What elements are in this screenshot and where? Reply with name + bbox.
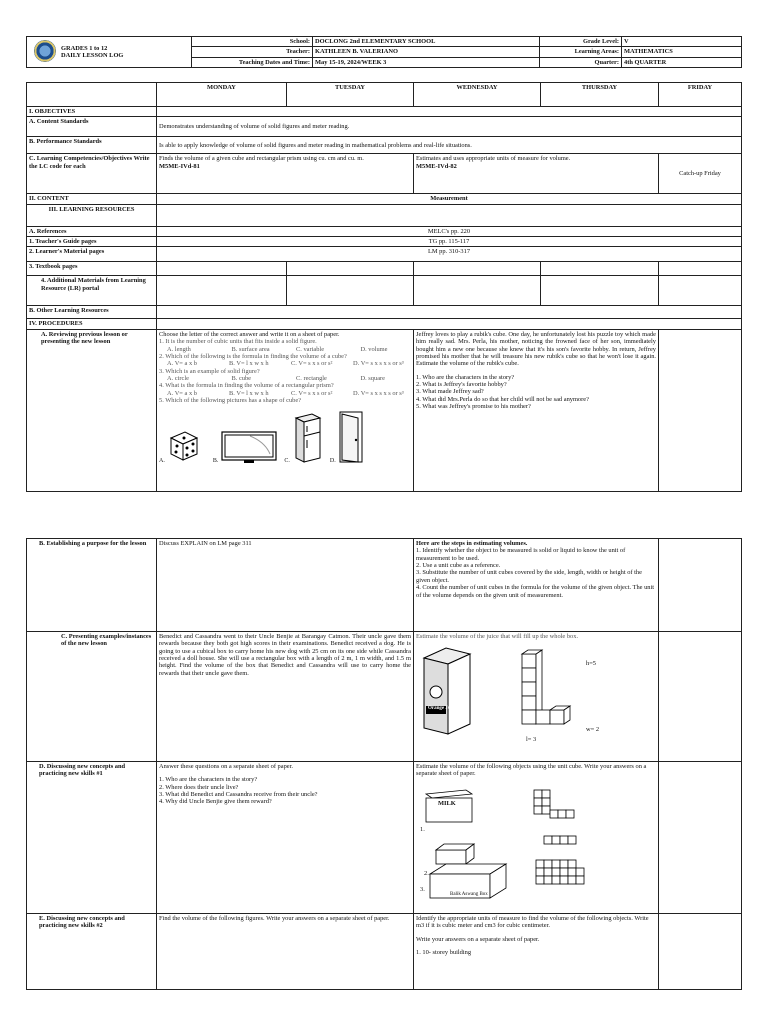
quarter-label: Quarter: — [540, 57, 622, 67]
picture-c — [284, 412, 324, 464]
purpose-mon: Discuss EXPLAIN on LM page 311 — [157, 539, 414, 632]
object-num-3: 3. — [420, 886, 425, 893]
disc2-wed — [414, 914, 659, 990]
picture-a-label: A. — [159, 457, 165, 464]
juice-figure — [416, 644, 656, 744]
juice-label: Orange Juice — [428, 706, 457, 712]
resources-label: III. LEARNING RESOURCES — [27, 204, 157, 226]
review-label: A. Reviewing previous lesson or presenting the new lesson — [27, 329, 157, 491]
day-wednesday: WEDNESDAY — [414, 83, 541, 107]
disc1-wed-text: Estimate the volume of the following objects using the unit cube. Write your answers on a separate sheet of paper. — [416, 763, 647, 778]
content-value: Measurement — [157, 194, 742, 204]
presenting-wed-text: Estimate the volume of the juice that will fill up the whole box. — [416, 633, 579, 640]
estimate-objects-icon — [416, 780, 616, 900]
step-3: 3. Substitute the number of unit cubes covered by the side, length, width or height of the given object. — [416, 569, 642, 584]
purpose-label: B. Establishing a purpose for the lesson — [27, 539, 157, 632]
disc1-wed — [414, 762, 659, 914]
review-q3-options — [159, 375, 411, 382]
textbook-mon — [157, 262, 287, 276]
story-q2: 2. What is Jeffrey's favorite hobby? — [416, 380, 507, 388]
objectives-label: I. OBJECTIVES — [27, 107, 157, 117]
comp-wed-code: M5ME-IVd-82 — [416, 162, 457, 170]
textbook-fri — [659, 262, 742, 276]
presenting-wed — [414, 632, 659, 762]
disc2-wed-text: Identify the appropriate units of measure to find the volume of the following objects. Write m3 if it is cubic meter and cm3 for cubic centimeter. — [416, 915, 649, 930]
disc1-mon — [157, 762, 414, 914]
tg-value: TG pp. 115-117 — [157, 237, 742, 247]
other-label: B. Other Learning Resources — [27, 306, 157, 319]
competencies-wed — [414, 154, 659, 194]
q4-opt-b: B. V= l x w x h — [229, 389, 269, 397]
content-standards-label: A. Content Standards — [27, 117, 157, 137]
textbook-label: 3. Textbook pages — [27, 262, 157, 276]
box-label: Balik Aswang Box — [450, 892, 488, 897]
blank-cell — [27, 83, 157, 107]
q2-opt-c: C. V= s x s or s² — [291, 360, 333, 368]
step-1: 1. Identify whether the object to be measured is solid or liquid to know the unit of measurement to be used. — [416, 547, 626, 562]
q4-opt-a: A. V= a x b — [167, 389, 197, 397]
q1-opt-d: D. volume — [360, 345, 388, 353]
disc1-fri — [659, 762, 742, 914]
picture-b-label: B. — [212, 457, 219, 464]
lm-value: LM pp. 310-317 — [157, 247, 742, 262]
school-label: School: — [192, 37, 313, 47]
comp-mon-code: M5ME-IVd-81 — [159, 162, 200, 170]
resources-cell — [157, 204, 742, 226]
disc2-wed-text3: 1. 10- storey building — [416, 949, 472, 957]
title-line2: DAILY LESSON LOG — [61, 52, 124, 60]
lm-label: 2. Learner's Material pages — [27, 247, 157, 262]
story-q1: 1. Who are the characters in the story? — [416, 373, 515, 381]
picture-a — [159, 424, 207, 464]
step-2: 2. Use a unit cube as a reference. — [416, 562, 501, 570]
object-num-1: 1. — [420, 826, 425, 833]
disc2-wed-text2: Write your answers on a separate sheet of paper. — [416, 935, 540, 943]
door-icon — [338, 410, 366, 464]
disc1-intro: Answer these questions on a separate sheet of paper. — [159, 763, 293, 770]
procedures-label: IV. PROCEDURES — [27, 319, 157, 329]
additional-label: 4. Additional Materials from Learning Resource (LR) portal — [27, 276, 157, 306]
teacher-value: KATHLEEN B. VALERIANO — [313, 47, 540, 57]
references-value: MELC's pp. 220 — [157, 226, 742, 236]
review-wed — [414, 329, 659, 491]
catchup-friday: Catch-up Friday — [659, 154, 742, 194]
additional-wed — [414, 276, 541, 306]
review-q2: 2. Which of the following is the formula in finding the volume of a cube? — [159, 352, 347, 360]
references-label: A. References — [27, 226, 157, 236]
review-q4: 4. What is the formula in finding the volume of a rectangular prism? — [159, 382, 334, 390]
disc1-label: D. Discussing new concepts and practicing new skills #1 — [27, 762, 157, 914]
disc2-mon: Find the volume of the following figures. Write your answers on a separate sheet of paper. — [157, 914, 414, 990]
textbook-wed — [414, 262, 541, 276]
additional-thu — [541, 276, 659, 306]
content-label: II. CONTENT — [27, 194, 157, 204]
day-monday: MONDAY — [157, 83, 287, 107]
q4-opt-c: C. V= s x s or s² — [291, 389, 333, 397]
story-q4: 4. What did Mrs.Perla do so that her child will not be sad anymore? — [416, 395, 589, 403]
comp-mon-text: Finds the volume of a given cube and rectangular prism using cu. cm and cu. m. — [159, 155, 364, 163]
tg-label: 1. Teacher's Guide pages — [27, 237, 157, 247]
review-intro: Choose the letter of the correct answer and write it on a sheet of paper. — [159, 330, 340, 338]
picture-c-label: C. — [284, 457, 290, 464]
cube-pictures — [159, 408, 411, 464]
school-value: DOCLONG 2nd ELEMENTARY SCHOOL — [313, 37, 540, 47]
presenting-label: C. Presenting examples/instances of the new lesson — [27, 632, 157, 762]
picture-d — [330, 410, 366, 464]
day-thursday: THURSDAY — [541, 83, 659, 107]
performance-standards: Is able to apply knowledge of volume of solid figures and meter reading in mathematical problems and real-life situations. — [157, 137, 742, 154]
additional-mon — [157, 276, 287, 306]
review-fri — [659, 329, 742, 491]
dice-icon — [167, 424, 207, 464]
textbook-tue — [287, 262, 414, 276]
q3-opt-c: C. rectangle — [296, 374, 327, 382]
story-q3: 3. What made Jeffrey sad? — [416, 388, 484, 396]
day-friday: FRIDAY — [659, 83, 742, 107]
performance-label: B. Performance Standards — [27, 137, 157, 154]
q2-opt-a: A. V= a x b — [167, 360, 197, 368]
milk-label: MILK — [438, 800, 456, 807]
object-num-2: 2. — [424, 870, 429, 877]
disc1-q3: 3. What did Benedict and Cassandra receive from their uncle? — [159, 791, 318, 799]
review-q5: 5. Which of the following pictures has a shape of cube? — [159, 397, 302, 405]
title-line1: GRADES 1 to 12 — [61, 44, 108, 52]
review-q3: 3. Which is an example of solid figure? — [159, 367, 260, 375]
picture-d-label: D. — [329, 457, 336, 464]
disc2-label: E. Discussing new concepts and practicing new skills #2 — [27, 914, 157, 990]
q2-opt-d: D. V= s x s x s or s³ — [353, 360, 404, 368]
disc1-q2: 2. Where does their uncle live? — [159, 783, 239, 791]
q1-opt-a: A. length — [167, 345, 191, 353]
area-value: MATHEMATICS — [622, 47, 742, 57]
disc1-q1: 1. Who are the characters in the story? — [159, 776, 258, 784]
review-q1: 1. It is the number of cubic units that fits inside a solid figure. — [159, 338, 317, 346]
juice-box-icon — [416, 644, 496, 736]
step-4: 4. Count the number of unit cubes in the formula for the volume of the given object. The unit of the volume depends on the given unit of measurement. — [416, 584, 655, 599]
q4-opt-d: D. V= s x s x s or s³ — [353, 389, 404, 397]
review-q4-options — [159, 390, 411, 397]
q2-opt-b: B. V= l x w x h — [229, 360, 269, 368]
objectives-cell — [157, 107, 742, 117]
review-mon — [157, 329, 414, 491]
teacher-label: Teacher: — [192, 47, 313, 57]
disc1-q4: 4. Why did Uncle Benjie give them reward? — [159, 798, 272, 806]
dates-value: May 15-19, 2024/WEEK 3 — [313, 57, 540, 67]
additional-fri — [659, 276, 742, 306]
dates-label: Teaching Dates and Time: — [192, 57, 313, 67]
other-cell — [157, 306, 742, 319]
comp-wed-text: Estimates and uses appropriate units of measure for volume. — [416, 155, 571, 163]
story-q5: 5. What was Jeffrey's promise to his mother? — [416, 403, 531, 411]
competencies-mon — [157, 154, 414, 194]
height-label: h=5 — [586, 660, 596, 668]
area-label: Learning Areas: — [540, 47, 622, 57]
refrigerator-icon — [292, 412, 324, 464]
picture-b — [213, 430, 279, 464]
width-label: w= 2 — [586, 726, 600, 734]
q3-opt-a: A. circle — [167, 374, 189, 382]
rubik-story: Jeffrey loves to play a rubik's cube. One day, he unfortunately lost his puzzle toy which made him really sad. Mrs. Perla, his mother, noticing the frowned face of her son, immediately bought him a new one because she knew that it's his son's favorite hobby. In return, Jeffrey promised his mother that he will treasure his new rubik's cube so that he won't lose it again. Estimate the volume of the rubik's cube. — [416, 330, 656, 368]
purpose-wed — [414, 539, 659, 632]
day-tuesday: TUESDAY — [287, 83, 414, 107]
procedures-table — [26, 538, 742, 990]
additional-tue — [287, 276, 414, 306]
grade-value: V — [622, 37, 742, 47]
q3-opt-d: D. square — [360, 374, 385, 382]
header-title — [27, 37, 192, 68]
quarter-value: 4th QUARTER — [622, 57, 742, 67]
purpose-fri — [659, 539, 742, 632]
tv-icon — [220, 430, 278, 464]
header-table — [26, 36, 742, 68]
procedures-cell — [157, 319, 742, 329]
textbook-thu — [541, 262, 659, 276]
length-label: l= 3 — [526, 736, 537, 744]
q1-opt-c: C. variable — [296, 345, 325, 353]
presenting-mon: Benedict and Cassandra went to their Uncle Benjie at Barangay Catmon. Their uncle gave them rewards because they both got high scores in their examinations. Benedict received a dog. He is going to use a cubical box to carry home his new dog with 25 cm on its one side while Cassandra received a doll house. She will use a rectangular box with a length of 2 m, 1 m width, and 1.5 m height. Find the volume of the box that Benedict and Cassandra will use to carry home the rewards that their uncle gave them. — [157, 632, 414, 762]
disc2-fri — [659, 914, 742, 990]
q1-opt-b: B. surface area — [231, 345, 270, 353]
grade-label: Grade Level: — [540, 37, 622, 47]
presenting-fri — [659, 632, 742, 762]
steps-title: Here are the steps in estimating volumes. — [416, 540, 528, 547]
review-q1-options — [159, 346, 411, 353]
competencies-label: C. Learning Competencies/Objectives Write the LC code for each — [27, 154, 157, 194]
q3-opt-b: B. cube — [231, 374, 252, 382]
lesson-log-table — [26, 82, 742, 492]
content-standards: Demonstrates understanding of volume of solid figures and meter reading. — [157, 117, 742, 137]
review-q2-options — [159, 360, 411, 367]
